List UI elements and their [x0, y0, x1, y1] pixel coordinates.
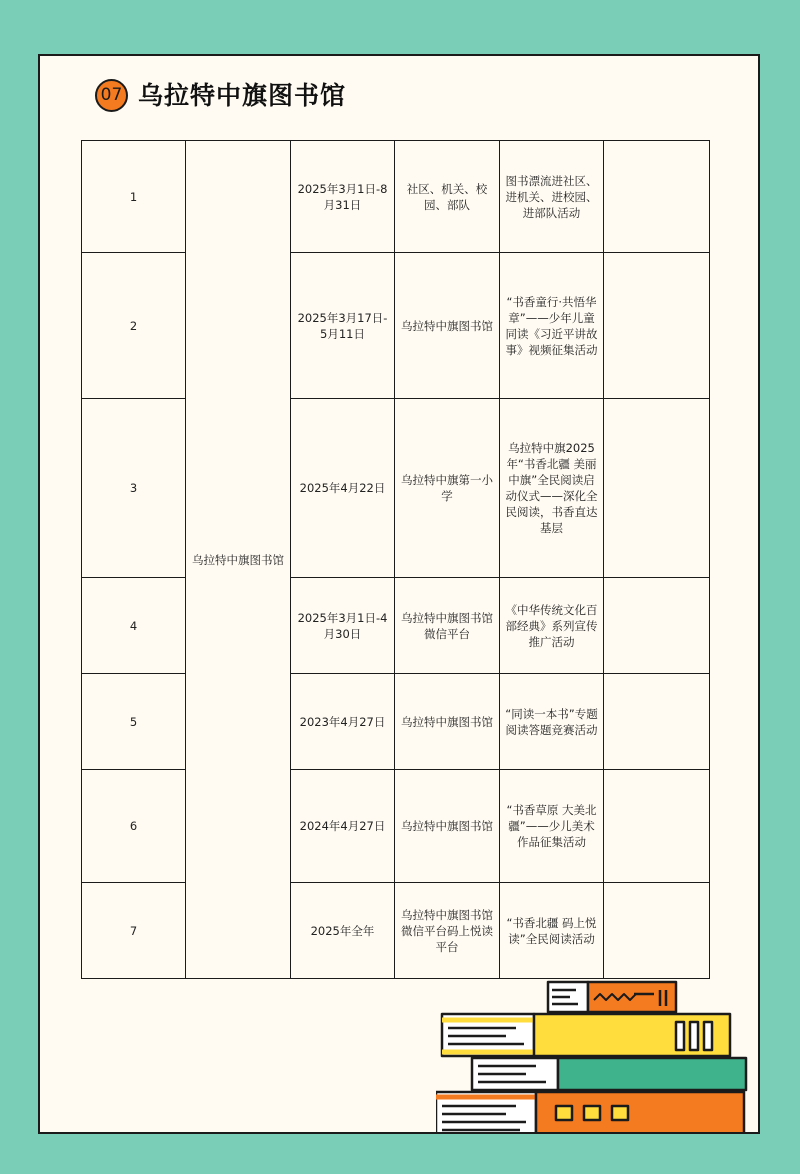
page-card	[38, 54, 760, 1134]
book-icon	[548, 982, 676, 1012]
organizer-cell: 乌拉特中旗图书馆	[186, 141, 291, 979]
venue-cell: 乌拉特中旗图书馆微信平台	[395, 578, 500, 674]
note-cell	[604, 141, 710, 253]
date-cell: 2025年3月17日-5月11日	[291, 253, 395, 399]
venue-cell: 乌拉特中旗图书馆	[395, 253, 500, 399]
date-cell: 2025年3月1日-4月30日	[291, 578, 395, 674]
row-number: 5	[82, 674, 186, 770]
note-cell	[604, 770, 710, 883]
book-icon	[442, 1014, 730, 1056]
venue-cell: 乌拉特中旗图书馆	[395, 674, 500, 770]
note-cell	[604, 578, 710, 674]
row-number: 4	[82, 578, 186, 674]
section-number-badge: 07	[95, 79, 128, 112]
date-cell: 2024年4月27日	[291, 770, 395, 883]
row-number: 7	[82, 883, 186, 979]
row-number: 3	[82, 399, 186, 578]
activity-cell: “书香草原 大美北疆”——少儿美术作品征集活动	[500, 770, 604, 883]
activity-cell: “书香北疆 码上悦读”全民阅读活动	[500, 883, 604, 979]
activity-cell: 《中华传统文化百部经典》系列宣传推广活动	[500, 578, 604, 674]
note-cell	[604, 253, 710, 399]
table-row	[82, 578, 710, 674]
row-number: 2	[82, 253, 186, 399]
table-row	[82, 399, 710, 578]
book-icon	[436, 1092, 744, 1134]
venue-cell: 乌拉特中旗图书馆	[395, 770, 500, 883]
activity-cell: 乌拉特中旗2025年“书香北疆 美丽中旗”全民阅读启动仪式——深化全民阅读，书香直达基层	[500, 399, 604, 578]
note-cell	[604, 674, 710, 770]
activity-cell: “同读一本书”专题阅读答题竞赛活动	[500, 674, 604, 770]
table-row	[82, 674, 710, 770]
table-row	[82, 141, 710, 253]
row-number: 6	[82, 770, 186, 883]
date-cell: 2025年全年	[291, 883, 395, 979]
book-stack-illustration	[436, 980, 760, 1134]
row-number: 1	[82, 141, 186, 253]
activity-cell: 图书漂流进社区、进机关、进校园、进部队活动	[500, 141, 604, 253]
table-row	[82, 770, 710, 883]
book-icon	[472, 1058, 746, 1090]
note-cell	[604, 399, 710, 578]
venue-cell: 乌拉特中旗第一小学	[395, 399, 500, 578]
date-cell: 2025年4月22日	[291, 399, 395, 578]
activity-table	[81, 140, 710, 979]
activity-cell: “书香童行·共悟华章”——少年儿童同读《习近平讲故事》视频征集活动	[500, 253, 604, 399]
page-title: 乌拉特中旗图书馆	[138, 81, 347, 110]
date-cell: 2023年4月27日	[291, 674, 395, 770]
note-cell	[604, 883, 710, 979]
venue-cell: 社区、机关、校园、部队	[395, 141, 500, 253]
date-cell: 2025年3月1日-8月31日	[291, 141, 395, 253]
table-row	[82, 253, 710, 399]
venue-cell: 乌拉特中旗图书馆微信平台码上悦读平台	[395, 883, 500, 979]
table-row	[82, 883, 710, 979]
